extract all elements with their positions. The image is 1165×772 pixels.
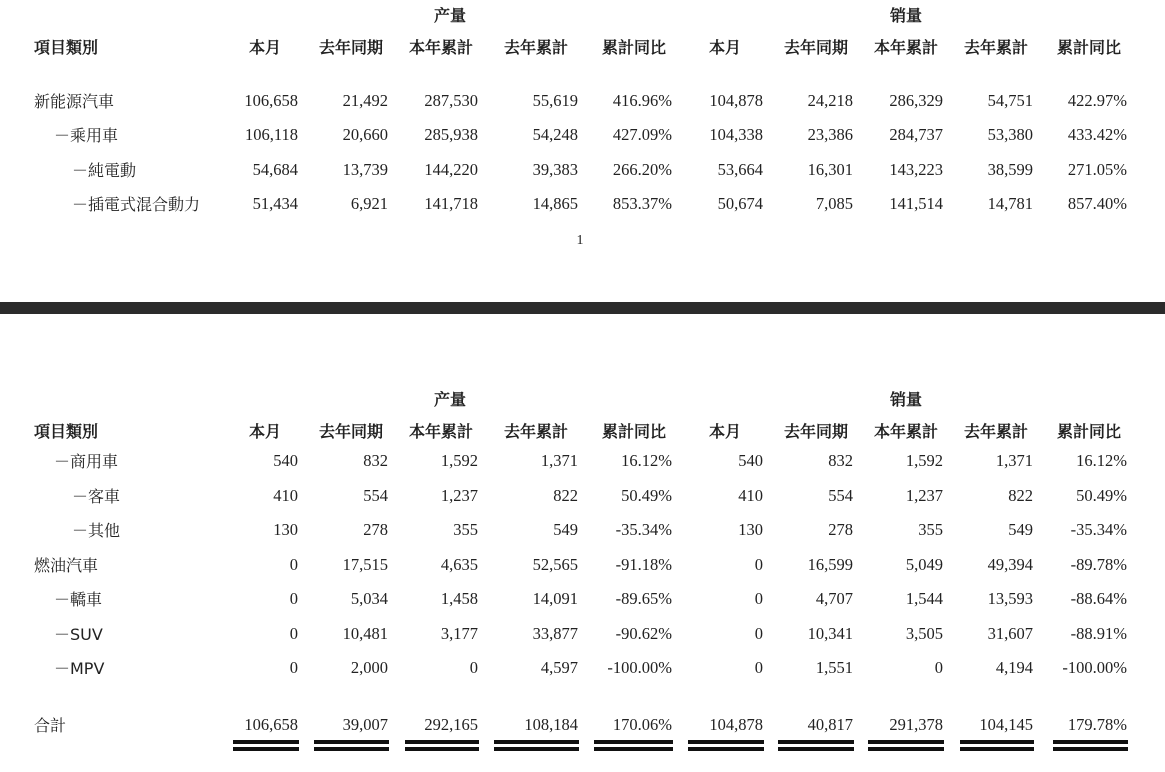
column-header: 本年累計	[873, 422, 938, 441]
row-label: －MPV	[54, 659, 105, 678]
column-header: 累計同比	[601, 38, 666, 57]
table-cell: 144,220	[424, 159, 478, 179]
double-underline	[494, 740, 579, 751]
total-cell: 106,658	[244, 715, 298, 734]
column-header: 本年累計	[408, 38, 473, 57]
row-label: －乘用車	[54, 126, 119, 146]
table-cell: 51,434	[252, 193, 298, 213]
table-cell: 410	[738, 485, 763, 505]
table-cell: 355	[453, 520, 478, 539]
table-cell: 104,878	[709, 91, 763, 110]
table-cell: 7,085	[815, 193, 853, 213]
column-header: 去年同期	[783, 422, 848, 441]
table-cell: 0	[469, 658, 478, 677]
table-cell: 0	[289, 658, 298, 677]
table-cell: -100.00%	[607, 658, 672, 677]
table-cell: 832	[828, 451, 853, 470]
table-cell: 0	[754, 589, 763, 608]
table-cell: 549	[1008, 520, 1033, 539]
table-cell: 0	[754, 623, 763, 643]
group-header-sales: 销量	[890, 6, 923, 25]
document-page-2	[0, 314, 1165, 772]
table-cell: -88.91%	[1070, 623, 1127, 643]
table-cell: 355	[918, 520, 943, 539]
double-underline	[1053, 740, 1128, 751]
table-cell: -90.62%	[615, 623, 672, 643]
table-cell: 16,301	[807, 159, 853, 179]
table-cell: -100.00%	[1062, 658, 1127, 677]
document-page-1	[0, 0, 1165, 302]
column-header: 本月	[708, 422, 741, 441]
table-cell: 1,592	[905, 451, 943, 470]
row-label: －純電動	[72, 160, 137, 180]
total-cell: 179.78%	[1067, 715, 1127, 734]
table-cell: 50.49%	[621, 485, 672, 505]
table-cell: 53,380	[987, 125, 1033, 145]
column-header-category: 項目類別	[34, 38, 99, 57]
table-cell: 143,223	[889, 159, 943, 179]
table-cell: 13,739	[342, 159, 388, 179]
table-cell: 271.05%	[1067, 159, 1127, 179]
total-cell: 104,145	[979, 715, 1033, 734]
double-underline	[688, 740, 764, 751]
double-underline	[594, 740, 673, 751]
column-header: 本年累計	[408, 422, 473, 441]
table-cell: 24,218	[807, 91, 853, 110]
table-cell: 433.42%	[1067, 125, 1127, 145]
table-cell: 49,394	[987, 554, 1033, 574]
table-cell: 0	[754, 658, 763, 677]
table-cell: 14,865	[532, 193, 578, 213]
table-cell: 410	[273, 485, 298, 505]
column-header: 本月	[248, 38, 281, 57]
total-cell: 40,817	[807, 715, 853, 734]
table-cell: 130	[273, 520, 298, 539]
table-cell: -35.34%	[615, 520, 672, 539]
table-cell: 0	[934, 658, 943, 677]
total-cell: 291,378	[889, 715, 943, 734]
row-label: 燃油汽車	[34, 555, 99, 575]
table-cell: 141,718	[424, 193, 478, 213]
group-header-production: 产量	[434, 390, 467, 409]
table-cell: 106,658	[244, 91, 298, 110]
row-label: －客車	[72, 486, 121, 506]
table-cell: 54,248	[532, 125, 578, 145]
table-cell: 5,049	[905, 554, 943, 574]
table-cell: 50,674	[717, 193, 763, 213]
row-label: －其他	[72, 521, 121, 540]
table-cell: 1,237	[905, 485, 943, 505]
table-cell: 20,660	[342, 125, 388, 145]
table-cell: 1,551	[815, 658, 853, 677]
table-cell: 130	[738, 520, 763, 539]
table-cell: 554	[363, 485, 388, 505]
table-cell: 4,597	[540, 658, 578, 677]
table-cell: 31,607	[987, 623, 1033, 643]
column-header: 本月	[248, 422, 281, 441]
table-cell: 55,619	[532, 91, 578, 110]
table-cell: 857.40%	[1067, 193, 1127, 213]
table-cell: 278	[363, 520, 388, 539]
table-cell: 2,000	[350, 658, 388, 677]
page-number: 1	[576, 233, 584, 248]
row-label: 新能源汽車	[34, 92, 115, 111]
group-header-production: 产量	[434, 6, 467, 25]
table-cell: 53,664	[717, 159, 763, 179]
total-cell: 104,878	[709, 715, 763, 734]
table-cell: -91.18%	[615, 554, 672, 574]
row-label: －插電式混合動力	[72, 194, 201, 214]
column-header: 去年同期	[318, 38, 383, 57]
row-label: －轎車	[54, 590, 103, 609]
table-cell: 278	[828, 520, 853, 539]
table-cell: 1,237	[440, 485, 478, 505]
table-cell: 16.12%	[621, 451, 672, 470]
table-cell: 4,635	[440, 554, 478, 574]
table-cell: 6,921	[350, 193, 388, 213]
table-cell: 14,091	[532, 589, 578, 608]
table-cell: 4,194	[995, 658, 1033, 677]
table-cell: 16.12%	[1076, 451, 1127, 470]
double-underline	[868, 740, 944, 751]
table-cell: 17,515	[342, 554, 388, 574]
table-cell: 1,371	[995, 451, 1033, 470]
double-underline	[233, 740, 299, 751]
column-header: 累計同比	[1056, 422, 1121, 441]
table-cell: -35.34%	[1070, 520, 1127, 539]
table-cell: 1,371	[540, 451, 578, 470]
table-cell: 21,492	[342, 91, 388, 110]
table-cell: 427.09%	[612, 125, 672, 145]
table-cell: 54,751	[987, 91, 1033, 110]
table-cell: 4,707	[815, 589, 853, 608]
table-cell: 38,599	[987, 159, 1033, 179]
table-cell: 104,338	[709, 125, 763, 145]
column-header-category: 項目類別	[34, 422, 99, 441]
table-cell: 0	[289, 589, 298, 608]
table-cell: 3,505	[905, 623, 943, 643]
table-cell: 822	[1008, 485, 1033, 505]
double-underline	[314, 740, 389, 751]
table-cell: 284,737	[889, 125, 943, 145]
column-header: 本年累計	[873, 38, 938, 57]
table-cell: 10,341	[807, 623, 853, 643]
table-cell: 286,329	[889, 91, 943, 110]
table-cell: 1,544	[905, 589, 943, 608]
table-cell: 33,877	[532, 623, 578, 643]
total-cell: 292,165	[424, 715, 478, 734]
table-cell: 0	[754, 554, 763, 574]
column-header: 去年累計	[963, 422, 1028, 441]
total-cell: 170.06%	[612, 715, 672, 734]
table-cell: 266.20%	[612, 159, 672, 179]
double-underline	[405, 740, 479, 751]
table-cell: -89.65%	[615, 589, 672, 608]
double-underline	[778, 740, 854, 751]
table-cell: 39,383	[532, 159, 578, 179]
table-cell: 1,592	[440, 451, 478, 470]
table-cell: -88.64%	[1070, 589, 1127, 608]
table-cell: 13,593	[987, 589, 1033, 608]
table-cell: 822	[553, 485, 578, 505]
table-cell: 853.37%	[612, 193, 672, 213]
table-cell: 23,386	[807, 125, 853, 145]
table-cell: 416.96%	[612, 91, 672, 110]
group-header-sales: 销量	[890, 390, 923, 409]
table-cell: 0	[289, 554, 298, 574]
total-label: 合計	[34, 716, 67, 735]
row-label: －商用車	[54, 452, 119, 471]
table-cell: 50.49%	[1076, 485, 1127, 505]
table-cell: 554	[828, 485, 853, 505]
table-cell: 832	[363, 451, 388, 470]
table-cell: 549	[553, 520, 578, 539]
table-cell: 285,938	[424, 125, 478, 145]
table-cell: -89.78%	[1070, 554, 1127, 574]
table-cell: 540	[273, 451, 298, 470]
column-header: 累計同比	[601, 422, 666, 441]
column-header: 去年累計	[503, 422, 568, 441]
table-cell: 3,177	[440, 623, 478, 643]
table-cell: 5,034	[350, 589, 388, 608]
table-cell: 16,599	[807, 554, 853, 574]
table-cell: 54,684	[252, 159, 298, 179]
table-cell: 141,514	[889, 193, 943, 213]
table-cell: 52,565	[532, 554, 578, 574]
table-cell: 106,118	[244, 125, 298, 145]
double-underline	[960, 740, 1034, 751]
table-cell: 14,781	[987, 193, 1033, 213]
table-cell: 1,458	[440, 589, 478, 608]
column-header: 累計同比	[1056, 38, 1121, 57]
column-header: 本月	[708, 38, 741, 57]
table-cell: 0	[289, 623, 298, 643]
row-label: －SUV	[54, 624, 103, 644]
table-cell: 422.97%	[1067, 91, 1127, 110]
table-cell: 540	[738, 451, 763, 470]
total-cell: 108,184	[524, 715, 578, 734]
page-separator	[0, 302, 1165, 314]
table-cell: 10,481	[342, 623, 388, 643]
column-header: 去年同期	[318, 422, 383, 441]
table-cell: 287,530	[424, 91, 478, 110]
column-header: 去年累計	[963, 38, 1028, 57]
column-header: 去年累計	[503, 38, 568, 57]
total-cell: 39,007	[342, 715, 388, 734]
column-header: 去年同期	[783, 38, 848, 57]
